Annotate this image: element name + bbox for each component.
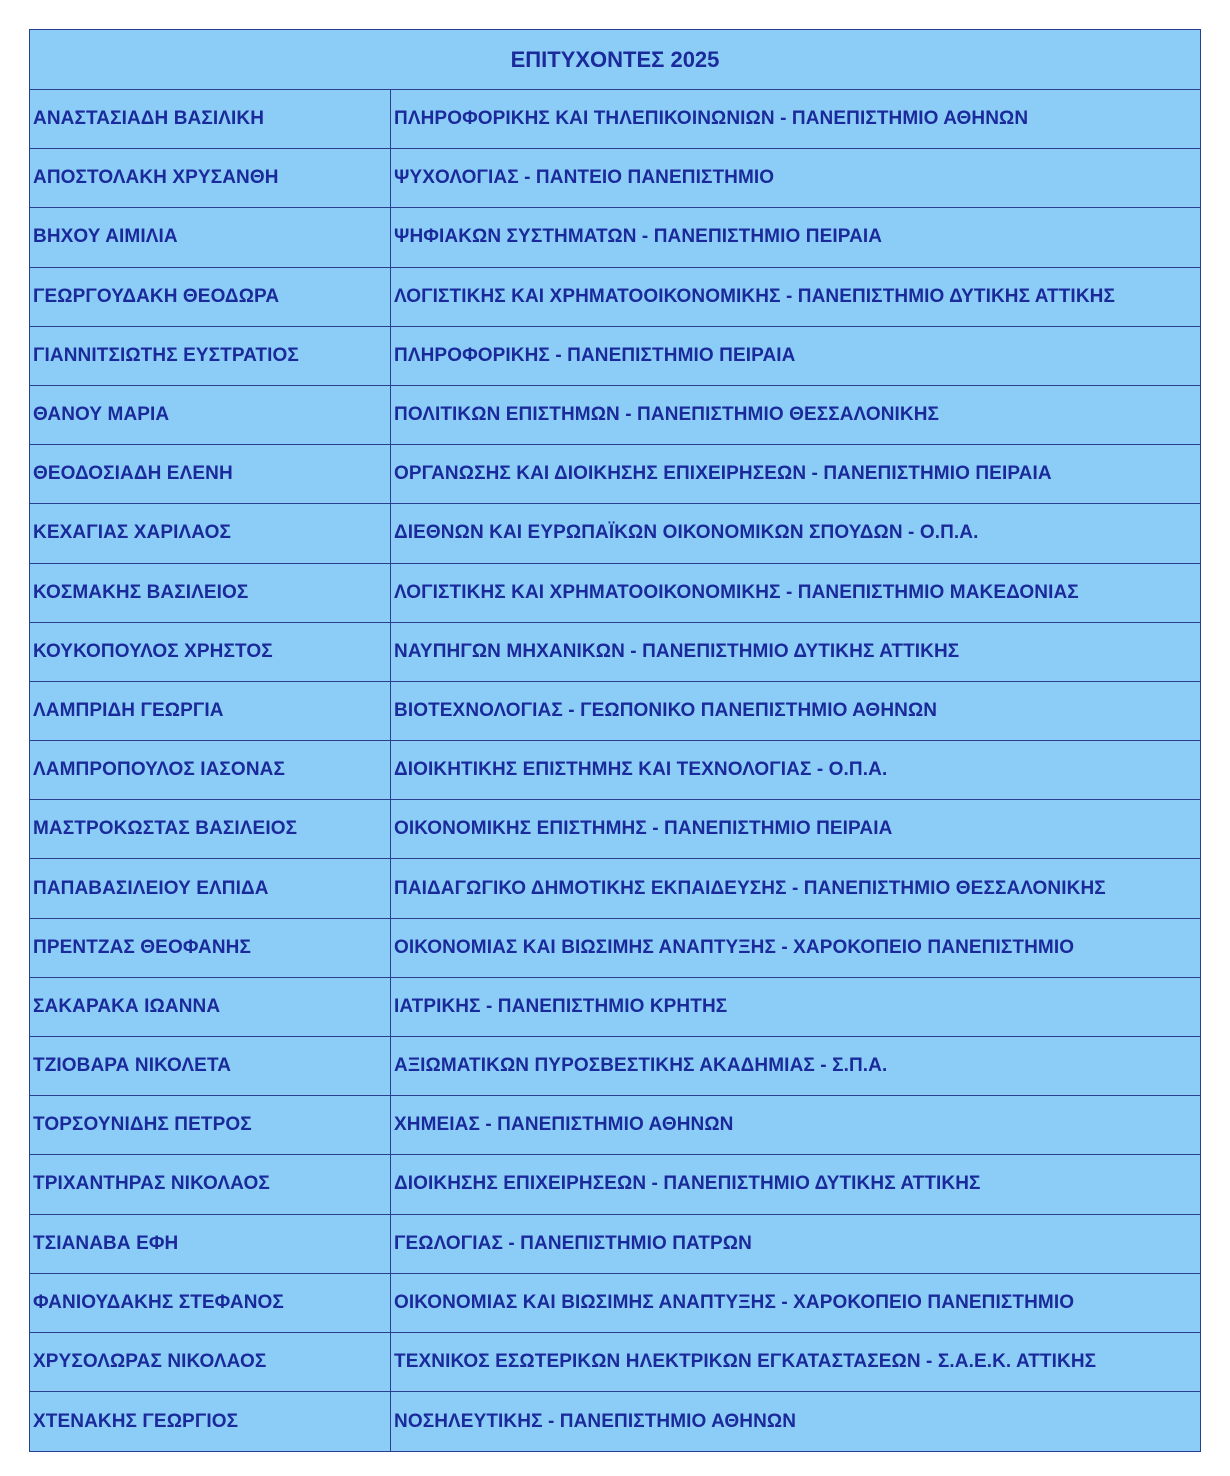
student-name-cell: ΤΡΙΧΑΝΤΗΡΑΣ ΝΙΚΟΛΑΟΣ bbox=[30, 1155, 391, 1213]
department-university-cell: ΧΗΜΕΙΑΣ - ΠΑΝΕΠΙΣΤΗΜΙΟ ΑΘΗΝΩΝ bbox=[394, 1114, 734, 1136]
table-row bbox=[30, 1333, 1200, 1392]
department-university-cell: ΠΛΗΡΟΦΟΡΙΚΗΣ - ΠΑΝΕΠΙΣΤΗΜΙΟ ΠΕΙΡΑΙΑ bbox=[394, 344, 796, 366]
table-row bbox=[30, 504, 1200, 563]
results-table bbox=[29, 29, 1201, 1452]
table-row bbox=[30, 919, 1200, 978]
student-name-cell: ΑΝΑΣΤΑΣΙΑΔΗ ΒΑΣΙΛΙΚΗ bbox=[30, 90, 391, 148]
department-university-cell: ΟΙΚΟΝΟΜΙΑΣ ΚΑΙ ΒΙΩΣΙΜΗΣ ΑΝΑΠΤΥΞΗΣ - ΧΑΡΟΚΟΠΕΙΟ ΠΑΝΕΠΙΣΤΗΜΙΟ bbox=[394, 1291, 1075, 1313]
table-row bbox=[30, 1274, 1200, 1333]
student-name-cell: ΓΙΑΝΝΙΤΣΙΩΤΗΣ ΕΥΣΤΡΑΤΙΟΣ bbox=[30, 327, 391, 385]
table-row bbox=[30, 149, 1200, 208]
department-university-cell: ΑΞΙΩΜΑΤΙΚΩΝ ΠΥΡΟΣΒΕΣΤΙΚΗΣ ΑΚΑΔΗΜΙΑΣ - Σ.Π.Α. bbox=[394, 1055, 888, 1077]
table-row bbox=[30, 682, 1200, 741]
department-university-cell: ΔΙΟΙΚΗΤΙΚΗΣ ΕΠΙΣΤΗΜΗΣ ΚΑΙ ΤΕΧΝΟΛΟΓΙΑΣ - Ο.Π.Α. bbox=[394, 759, 888, 781]
department-university-cell: ΠΑΙΔΑΓΩΓΙΚΟ ΔΗΜΟΤΙΚΗΣ ΕΚΠΑΙΔΕΥΣΗΣ - ΠΑΝΕΠΙΣΤΗΜΙΟ ΘΕΣΣΑΛΟΝΙΚΗΣ bbox=[394, 877, 1106, 899]
department-university-cell: ΛΟΓΙΣΤΙΚΗΣ ΚΑΙ ΧΡΗΜΑΤΟΟΙΚΟΝΟΜΙΚΗΣ - ΠΑΝΕΠΙΣΤΗΜΙΟ ΜΑΚΕΔΟΝΙΑΣ bbox=[394, 581, 1079, 603]
department-university-cell: ΨΥΧΟΛΟΓΙΑΣ - ΠΑΝΤΕΙΟ ΠΑΝΕΠΙΣΤΗΜΙΟ bbox=[394, 167, 775, 189]
department-university-cell: ΠΟΛΙΤΙΚΩΝ ΕΠΙΣΤΗΜΩΝ - ΠΑΝΕΠΙΣΤΗΜΙΟ ΘΕΣΣΑΛΟΝΙΚΗΣ bbox=[394, 404, 940, 426]
table-row bbox=[30, 1215, 1200, 1274]
table-title: ΕΠΙΤΥΧΟΝΤΕΣ 2025 bbox=[30, 30, 1200, 90]
table-row bbox=[30, 268, 1200, 327]
table-row bbox=[30, 208, 1200, 267]
table-row bbox=[30, 90, 1200, 149]
table-row bbox=[30, 327, 1200, 386]
department-university-cell: ΔΙΕΘΝΩΝ ΚΑΙ ΕΥΡΩΠΑΪΚΩΝ ΟΙΚΟΝΟΜΙΚΩΝ ΣΠΟΥΔΩΝ - Ο.Π.Α. bbox=[394, 522, 979, 544]
table-row bbox=[30, 800, 1200, 859]
department-university-cell: ΔΙΟΙΚΗΣΗΣ ΕΠΙΧΕΙΡΗΣΕΩΝ - ΠΑΝΕΠΙΣΤΗΜΙΟ ΔΥΤΙΚΗΣ ΑΤΤΙΚΗΣ bbox=[394, 1173, 981, 1195]
student-name-cell: ΤΖΙΟΒΑΡΑ ΝΙΚΟΛΕΤΑ bbox=[30, 1037, 391, 1095]
table-row bbox=[30, 623, 1200, 682]
student-name-cell: ΧΡΥΣΟΛΩΡΑΣ ΝΙΚΟΛΑΟΣ bbox=[30, 1333, 391, 1391]
table-row bbox=[30, 978, 1200, 1037]
table-row bbox=[30, 386, 1200, 445]
student-name-cell: ΚΟΥΚΟΠΟΥΛΟΣ ΧΡΗΣΤΟΣ bbox=[30, 623, 391, 681]
table-row bbox=[30, 1392, 1200, 1451]
table-row bbox=[30, 741, 1200, 800]
student-name-cell: ΒΗΧΟΥ ΑΙΜΙΛΙΑ bbox=[30, 208, 391, 266]
student-name-cell: ΤΟΡΣΟΥΝΙΔΗΣ ΠΕΤΡΟΣ bbox=[30, 1096, 391, 1154]
department-university-cell: ΟΙΚΟΝΟΜΙΚΗΣ ΕΠΙΣΤΗΜΗΣ - ΠΑΝΕΠΙΣΤΗΜΙΟ ΠΕΙΡΑΙΑ bbox=[394, 818, 893, 840]
student-name-cell: ΓΕΩΡΓΟΥΔΑΚΗ ΘΕΟΔΩΡΑ bbox=[30, 268, 391, 326]
student-name-cell: ΜΑΣΤΡΟΚΩΣΤΑΣ ΒΑΣΙΛΕΙΟΣ bbox=[30, 800, 391, 858]
student-name-cell: ΘΑΝΟΥ ΜΑΡΙΑ bbox=[30, 386, 391, 444]
department-university-cell: ΓΕΩΛΟΓΙΑΣ - ΠΑΝΕΠΙΣΤΗΜΙΟ ΠΑΤΡΩΝ bbox=[394, 1232, 752, 1254]
department-university-cell: ΤΕΧΝΙΚΟΣ ΕΣΩΤΕΡΙΚΩΝ ΗΛΕΚΤΡΙΚΩΝ ΕΓΚΑΤΑΣΤΑΣΕΩΝ - Σ.Α.Ε.Κ. ΑΤΤΙΚΗΣ bbox=[394, 1351, 1097, 1373]
student-name-cell: ΠΡΕΝΤΖΑΣ ΘΕΟΦΑΝΗΣ bbox=[30, 919, 391, 977]
student-name-cell: ΚΕΧΑΓΙΑΣ ΧΑΡΙΛΑΟΣ bbox=[30, 504, 391, 562]
student-name-cell: ΠΑΠΑΒΑΣΙΛΕΙΟΥ ΕΛΠΙΔΑ bbox=[30, 859, 391, 917]
department-university-cell: ΠΛΗΡΟΦΟΡΙΚΗΣ ΚΑΙ ΤΗΛΕΠΙΚΟΙΝΩΝΙΩΝ - ΠΑΝΕΠΙΣΤΗΜΙΟ ΑΘΗΝΩΝ bbox=[394, 108, 1029, 130]
table-row bbox=[30, 445, 1200, 504]
department-university-cell: ΛΟΓΙΣΤΙΚΗΣ ΚΑΙ ΧΡΗΜΑΤΟΟΙΚΟΝΟΜΙΚΗΣ - ΠΑΝΕΠΙΣΤΗΜΙΟ ΔΥΤΙΚΗΣ ΑΤΤΙΚΗΣ bbox=[394, 285, 1115, 307]
student-name-cell: ΤΣΙΑΝΑΒΑ ΕΦΗ bbox=[30, 1215, 391, 1273]
table-row bbox=[30, 1096, 1200, 1155]
department-university-cell: ΝΟΣΗΛΕΥΤΙΚΗΣ - ΠΑΝΕΠΙΣΤΗΜΙΟ ΑΘΗΝΩΝ bbox=[394, 1410, 797, 1432]
student-name-cell: ΚΟΣΜΑΚΗΣ ΒΑΣΙΛΕΙΟΣ bbox=[30, 564, 391, 622]
table-body bbox=[30, 90, 1200, 1451]
student-name-cell: ΧΤΕΝΑΚΗΣ ΓΕΩΡΓΙΟΣ bbox=[30, 1392, 391, 1451]
department-university-cell: ΟΙΚΟΝΟΜΙΑΣ ΚΑΙ ΒΙΩΣΙΜΗΣ ΑΝΑΠΤΥΞΗΣ - ΧΑΡΟΚΟΠΕΙΟ ΠΑΝΕΠΙΣΤΗΜΙΟ bbox=[394, 936, 1075, 958]
student-name-cell: ΑΠΟΣΤΟΛΑΚΗ ΧΡΥΣΑΝΘΗ bbox=[30, 149, 391, 207]
table-row bbox=[30, 1155, 1200, 1214]
student-name-cell: ΛΑΜΠΡΙΔΗ ΓΕΩΡΓΙΑ bbox=[30, 682, 391, 740]
department-university-cell: ΟΡΓΑΝΩΣΗΣ ΚΑΙ ΔΙΟΙΚΗΣΗΣ ΕΠΙΧΕΙΡΗΣΕΩΝ - ΠΑΝΕΠΙΣΤΗΜΙΟ ΠΕΙΡΑΙΑ bbox=[394, 463, 1052, 485]
department-university-cell: ΨΗΦΙΑΚΩΝ ΣΥΣΤΗΜΑΤΩΝ - ΠΑΝΕΠΙΣΤΗΜΙΟ ΠΕΙΡΑΙΑ bbox=[394, 226, 883, 248]
table-row bbox=[30, 859, 1200, 918]
department-university-cell: ΙΑΤΡΙΚΗΣ - ΠΑΝΕΠΙΣΤΗΜΙΟ ΚΡΗΤΗΣ bbox=[394, 995, 728, 1017]
student-name-cell: ΦΑΝΙΟΥΔΑΚΗΣ ΣΤΕΦΑΝΟΣ bbox=[30, 1274, 391, 1332]
student-name-cell: ΛΑΜΠΡΟΠΟΥΛΟΣ ΙΑΣΟΝΑΣ bbox=[30, 741, 391, 799]
table-row bbox=[30, 1037, 1200, 1096]
table-row bbox=[30, 564, 1200, 623]
department-university-cell: ΝΑΥΠΗΓΩΝ ΜΗΧΑΝΙΚΩΝ - ΠΑΝΕΠΙΣΤΗΜΙΟ ΔΥΤΙΚΗΣ ΑΤΤΙΚΗΣ bbox=[394, 640, 960, 662]
student-name-cell: ΘΕΟΔΟΣΙΑΔΗ ΕΛΕΝΗ bbox=[30, 445, 391, 503]
student-name-cell: ΣΑΚΑΡΑΚΑ ΙΩΑΝΝΑ bbox=[30, 978, 391, 1036]
department-university-cell: ΒΙΟΤΕΧΝΟΛΟΓΙΑΣ - ΓΕΩΠΟΝΙΚΟ ΠΑΝΕΠΙΣΤΗΜΙΟ ΑΘΗΝΩΝ bbox=[394, 699, 938, 721]
